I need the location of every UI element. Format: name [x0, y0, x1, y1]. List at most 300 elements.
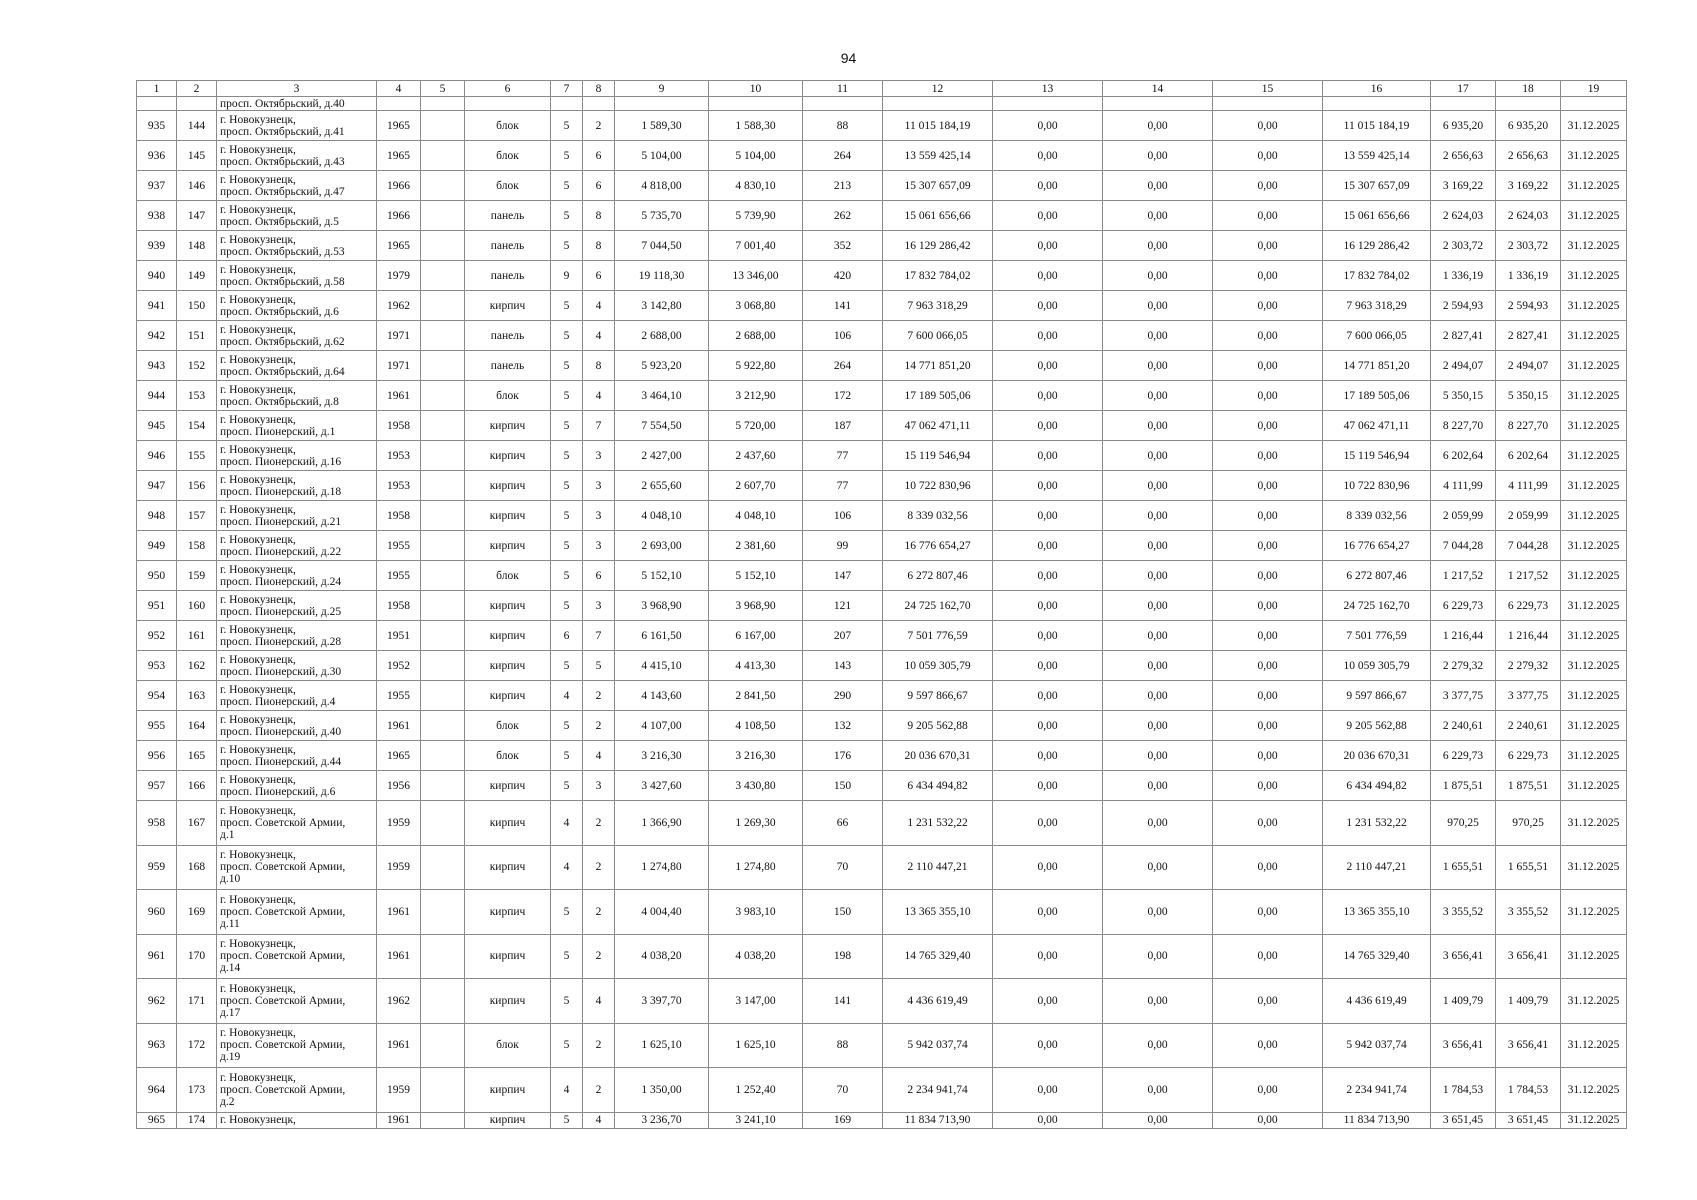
column-14: 0,00 [1103, 471, 1213, 501]
column-18: 2 624,03 [1496, 201, 1561, 231]
row-number: 949 [137, 531, 177, 561]
column-17: 1 784,53 [1431, 1068, 1496, 1113]
column-15: 0,00 [1213, 261, 1323, 291]
residents: 141 [803, 291, 883, 321]
completion-date: 31.12.2025 [1561, 621, 1627, 651]
column-14: 0,00 [1103, 411, 1213, 441]
year-built: 1961 [377, 1023, 421, 1068]
housing-register-table [136, 80, 1627, 1129]
column-17: 4 111,99 [1431, 471, 1496, 501]
column-14: 0,00 [1103, 141, 1213, 171]
table-row [137, 1112, 1627, 1128]
column-16: 13 559 425,14 [1323, 141, 1431, 171]
column-16: 11 834 713,90 [1323, 1112, 1431, 1128]
total-area: 4 038,20 [615, 934, 709, 979]
column-13: 0,00 [993, 501, 1103, 531]
total-area: 3 216,30 [615, 741, 709, 771]
address: г. Новокузнецк, просп. Советской Армии, д.19 [217, 1023, 377, 1068]
column-14: 0,00 [1103, 681, 1213, 711]
completion-date: 31.12.2025 [1561, 771, 1627, 801]
year-built: 1955 [377, 681, 421, 711]
row-number: 951 [137, 591, 177, 621]
column-13: 0,00 [993, 231, 1103, 261]
list-number: 172 [177, 1023, 217, 1068]
year-built: 1955 [377, 531, 421, 561]
column-16: 9 205 562,88 [1323, 711, 1431, 741]
total-area: 19 118,30 [615, 261, 709, 291]
entrances: 4 [583, 291, 615, 321]
residents: 88 [803, 1023, 883, 1068]
floors: 5 [551, 934, 583, 979]
living-area: 5 720,00 [709, 411, 803, 441]
residents: 70 [803, 1068, 883, 1113]
column-14: 0,00 [1103, 711, 1213, 741]
completion-date: 31.12.2025 [1561, 321, 1627, 351]
list-number: 170 [177, 934, 217, 979]
column-5 [421, 291, 465, 321]
column-17: 3 169,22 [1431, 171, 1496, 201]
column-16: 6 272 807,46 [1323, 561, 1431, 591]
row-number: 955 [137, 711, 177, 741]
list-number: 161 [177, 621, 217, 651]
column-14: 0,00 [1103, 1023, 1213, 1068]
column-18: 3 377,75 [1496, 681, 1561, 711]
column-number: 8 [583, 81, 615, 97]
residents: 262 [803, 201, 883, 231]
living-area: 4 038,20 [709, 934, 803, 979]
column-15: 0,00 [1213, 801, 1323, 846]
row-number: 960 [137, 890, 177, 935]
column-14: 0,00 [1103, 1112, 1213, 1128]
entrances: 6 [583, 261, 615, 291]
floors: 5 [551, 231, 583, 261]
column-18: 3 169,22 [1496, 171, 1561, 201]
address: г. Новокузнецк, просп. Октябрьский, д.58 [217, 261, 377, 291]
column-15: 0,00 [1213, 845, 1323, 890]
column-17: 1 409,79 [1431, 979, 1496, 1024]
column-5 [421, 890, 465, 935]
column-5 [421, 231, 465, 261]
table-row [137, 531, 1627, 561]
floors: 5 [551, 111, 583, 141]
completion-date: 31.12.2025 [1561, 171, 1627, 201]
residents: 141 [803, 979, 883, 1024]
address: г. Новокузнецк, просп. Октябрьский, д.62 [217, 321, 377, 351]
column-number-row [137, 81, 1627, 97]
column-5 [421, 111, 465, 141]
column-16: 10 722 830,96 [1323, 471, 1431, 501]
wall-material: блок [465, 171, 551, 201]
year-built: 1961 [377, 711, 421, 741]
column-14: 0,00 [1103, 561, 1213, 591]
total-cost: 15 061 656,66 [883, 201, 993, 231]
column-14: 0,00 [1103, 231, 1213, 261]
wall-material: панель [465, 231, 551, 261]
table-row [137, 171, 1627, 201]
living-area: 1 588,30 [709, 111, 803, 141]
wall-material: блок [465, 741, 551, 771]
list-number: 171 [177, 979, 217, 1024]
address: г. Новокузнецк, просп. Пионерский, д.1 [217, 411, 377, 441]
year-built: 1962 [377, 979, 421, 1024]
column-18: 3 656,41 [1496, 1023, 1561, 1068]
row-number: 950 [137, 561, 177, 591]
living-area: 1 269,30 [709, 801, 803, 846]
column-13: 0,00 [993, 141, 1103, 171]
column-5 [421, 621, 465, 651]
column-15: 0,00 [1213, 621, 1323, 651]
address: г. Новокузнецк, просп. Пионерский, д.22 [217, 531, 377, 561]
column-5 [421, 501, 465, 531]
living-area: 2 607,70 [709, 471, 803, 501]
total-cost: 1 231 532,22 [883, 801, 993, 846]
residents: 264 [803, 351, 883, 381]
address: г. Новокузнецк, просп. Октябрьский, д.5 [217, 201, 377, 231]
total-cost: 16 129 286,42 [883, 231, 993, 261]
floors: 4 [551, 801, 583, 846]
entrances: 8 [583, 201, 615, 231]
column-17: 3 651,45 [1431, 1112, 1496, 1128]
address: г. Новокузнецк, [217, 1112, 377, 1128]
list-number: 159 [177, 561, 217, 591]
column-13: 0,00 [993, 291, 1103, 321]
column-14: 0,00 [1103, 621, 1213, 651]
column-number: 19 [1561, 81, 1627, 97]
completion-date: 31.12.2025 [1561, 501, 1627, 531]
floors: 5 [551, 890, 583, 935]
list-number: 144 [177, 111, 217, 141]
residents: 66 [803, 801, 883, 846]
entrances: 4 [583, 979, 615, 1024]
column-13: 0,00 [993, 711, 1103, 741]
list-number: 154 [177, 411, 217, 441]
column-15: 0,00 [1213, 351, 1323, 381]
wall-material: кирпич [465, 591, 551, 621]
list-number: 150 [177, 291, 217, 321]
column-13: 0,00 [993, 591, 1103, 621]
total-cost: 17 832 784,02 [883, 261, 993, 291]
column-5 [421, 531, 465, 561]
column-5 [421, 1068, 465, 1113]
completion-date: 31.12.2025 [1561, 1023, 1627, 1068]
column-17: 3 355,52 [1431, 890, 1496, 935]
total-cost: 7 600 066,05 [883, 321, 993, 351]
year-built: 1955 [377, 561, 421, 591]
year-built: 1965 [377, 111, 421, 141]
column-18: 1 336,19 [1496, 261, 1561, 291]
column-17: 2 303,72 [1431, 231, 1496, 261]
column-14: 0,00 [1103, 321, 1213, 351]
column-15: 0,00 [1213, 711, 1323, 741]
column-13: 0,00 [993, 261, 1103, 291]
completion-date: 31.12.2025 [1561, 141, 1627, 171]
total-cost: 7 963 318,29 [883, 291, 993, 321]
table-row [137, 771, 1627, 801]
column-number: 16 [1323, 81, 1431, 97]
column-5 [421, 171, 465, 201]
entrances: 2 [583, 845, 615, 890]
total-area: 2 688,00 [615, 321, 709, 351]
column-18: 2 303,72 [1496, 231, 1561, 261]
column-15: 0,00 [1213, 1023, 1323, 1068]
column-18: 1 216,44 [1496, 621, 1561, 651]
column-13: 0,00 [993, 651, 1103, 681]
column-13: 0,00 [993, 1112, 1103, 1128]
entrances: 3 [583, 771, 615, 801]
wall-material: кирпич [465, 1112, 551, 1128]
residents: 88 [803, 111, 883, 141]
entrances: 6 [583, 561, 615, 591]
wall-material: блок [465, 561, 551, 591]
residents: 77 [803, 471, 883, 501]
column-16: 16 776 654,27 [1323, 531, 1431, 561]
table-row [137, 979, 1627, 1024]
column-5 [421, 801, 465, 846]
completion-date: 31.12.2025 [1561, 1068, 1627, 1113]
column-5 [421, 845, 465, 890]
column-16: 4 436 619,49 [1323, 979, 1431, 1024]
entrances: 7 [583, 621, 615, 651]
column-13: 0,00 [993, 381, 1103, 411]
address: г. Новокузнецк, просп. Пионерский, д.40 [217, 711, 377, 741]
column-18: 1 784,53 [1496, 1068, 1561, 1113]
column-5 [421, 381, 465, 411]
column-16: 5 942 037,74 [1323, 1023, 1431, 1068]
total-cost: 13 559 425,14 [883, 141, 993, 171]
year-built: 1953 [377, 471, 421, 501]
row-number: 937 [137, 171, 177, 201]
column-number: 4 [377, 81, 421, 97]
total-cost: 6 434 494,82 [883, 771, 993, 801]
living-area: 13 346,00 [709, 261, 803, 291]
column-18: 5 350,15 [1496, 381, 1561, 411]
table-row [137, 141, 1627, 171]
wall-material: панель [465, 261, 551, 291]
residents: 143 [803, 651, 883, 681]
column-5 [421, 934, 465, 979]
list-number: 145 [177, 141, 217, 171]
completion-date: 31.12.2025 [1561, 231, 1627, 261]
living-area: 3 216,30 [709, 741, 803, 771]
total-cost: 14 765 329,40 [883, 934, 993, 979]
total-area: 5 104,00 [615, 141, 709, 171]
row-number: 943 [137, 351, 177, 381]
total-cost: 6 272 807,46 [883, 561, 993, 591]
column-14: 0,00 [1103, 171, 1213, 201]
wall-material: кирпич [465, 801, 551, 846]
column-16: 10 059 305,79 [1323, 651, 1431, 681]
year-built: 1965 [377, 141, 421, 171]
row-number: 941 [137, 291, 177, 321]
list-number: 147 [177, 201, 217, 231]
floors: 5 [551, 501, 583, 531]
column-5 [421, 351, 465, 381]
column-5 [421, 741, 465, 771]
column-17: 6 229,73 [1431, 741, 1496, 771]
residents: 290 [803, 681, 883, 711]
total-area: 3 427,60 [615, 771, 709, 801]
row-number: 935 [137, 111, 177, 141]
column-15: 0,00 [1213, 979, 1323, 1024]
row-number: 944 [137, 381, 177, 411]
completion-date: 31.12.2025 [1561, 801, 1627, 846]
column-5 [421, 1023, 465, 1068]
column-number: 15 [1213, 81, 1323, 97]
address: г. Новокузнецк, просп. Пионерский, д.18 [217, 471, 377, 501]
total-cost: 15 119 546,94 [883, 441, 993, 471]
total-cost: 7 501 776,59 [883, 621, 993, 651]
address: г. Новокузнецк, просп. Пионерский, д.44 [217, 741, 377, 771]
residents: 264 [803, 141, 883, 171]
table-row [137, 621, 1627, 651]
address: г. Новокузнецк, просп. Октябрьский, д.64 [217, 351, 377, 381]
column-13: 0,00 [993, 531, 1103, 561]
year-built: 1952 [377, 651, 421, 681]
column-13: 0,00 [993, 1023, 1103, 1068]
living-area: 3 430,80 [709, 771, 803, 801]
living-area: 2 688,00 [709, 321, 803, 351]
column-16: 6 434 494,82 [1323, 771, 1431, 801]
total-cost: 11 015 184,19 [883, 111, 993, 141]
column-13: 0,00 [993, 890, 1103, 935]
column-5 [421, 711, 465, 741]
table-row [137, 711, 1627, 741]
floors: 5 [551, 201, 583, 231]
residents: 169 [803, 1112, 883, 1128]
total-cost: 15 307 657,09 [883, 171, 993, 201]
row-number: 959 [137, 845, 177, 890]
column-number: 17 [1431, 81, 1496, 97]
column-14: 0,00 [1103, 381, 1213, 411]
column-13: 0,00 [993, 979, 1103, 1024]
residents: 213 [803, 171, 883, 201]
living-area: 3 147,00 [709, 979, 803, 1024]
row-number: 947 [137, 471, 177, 501]
column-15: 0,00 [1213, 231, 1323, 261]
completion-date: 31.12.2025 [1561, 934, 1627, 979]
column-13: 0,00 [993, 741, 1103, 771]
column-17: 970,25 [1431, 801, 1496, 846]
address: г. Новокузнецк, просп. Пионерский, д.6 [217, 771, 377, 801]
column-14: 0,00 [1103, 351, 1213, 381]
column-15: 0,00 [1213, 111, 1323, 141]
column-15: 0,00 [1213, 501, 1323, 531]
column-14: 0,00 [1103, 501, 1213, 531]
column-18: 2 594,93 [1496, 291, 1561, 321]
list-number: 155 [177, 441, 217, 471]
address: г. Новокузнецк, просп. Пионерский, д.25 [217, 591, 377, 621]
column-13: 0,00 [993, 561, 1103, 591]
continuation-address: просп. Октябрьский, д.40 [217, 97, 377, 111]
wall-material: кирпич [465, 651, 551, 681]
total-area: 7 044,50 [615, 231, 709, 261]
completion-date: 31.12.2025 [1561, 531, 1627, 561]
wall-material: кирпич [465, 979, 551, 1024]
total-cost: 13 365 355,10 [883, 890, 993, 935]
table-row [137, 845, 1627, 890]
floors: 4 [551, 681, 583, 711]
column-16: 11 015 184,19 [1323, 111, 1431, 141]
column-18: 8 227,70 [1496, 411, 1561, 441]
column-18: 2 494,07 [1496, 351, 1561, 381]
floors: 5 [551, 441, 583, 471]
row-number: 939 [137, 231, 177, 261]
column-17: 2 279,32 [1431, 651, 1496, 681]
total-cost: 24 725 162,70 [883, 591, 993, 621]
total-area: 4 143,60 [615, 681, 709, 711]
column-14: 0,00 [1103, 979, 1213, 1024]
wall-material: кирпич [465, 621, 551, 651]
list-number: 173 [177, 1068, 217, 1113]
residents: 132 [803, 711, 883, 741]
completion-date: 31.12.2025 [1561, 441, 1627, 471]
total-area: 3 236,70 [615, 1112, 709, 1128]
living-area: 5 922,80 [709, 351, 803, 381]
living-area: 5 152,10 [709, 561, 803, 591]
column-18: 2 656,63 [1496, 141, 1561, 171]
completion-date: 31.12.2025 [1561, 471, 1627, 501]
column-18: 6 229,73 [1496, 591, 1561, 621]
entrances: 8 [583, 231, 615, 261]
total-cost: 5 942 037,74 [883, 1023, 993, 1068]
living-area: 7 001,40 [709, 231, 803, 261]
column-number: 18 [1496, 81, 1561, 97]
table-row [137, 441, 1627, 471]
column-18: 3 656,41 [1496, 934, 1561, 979]
list-number: 153 [177, 381, 217, 411]
column-15: 0,00 [1213, 651, 1323, 681]
table-row [137, 201, 1627, 231]
completion-date: 31.12.2025 [1561, 261, 1627, 291]
residents: 176 [803, 741, 883, 771]
column-14: 0,00 [1103, 111, 1213, 141]
table-row [137, 890, 1627, 935]
list-number: 174 [177, 1112, 217, 1128]
entrances: 3 [583, 591, 615, 621]
column-18: 2 827,41 [1496, 321, 1561, 351]
row-number: 936 [137, 141, 177, 171]
column-18: 2 059,99 [1496, 501, 1561, 531]
living-area: 3 968,90 [709, 591, 803, 621]
total-area: 3 397,70 [615, 979, 709, 1024]
living-area: 2 381,60 [709, 531, 803, 561]
table-row [137, 111, 1627, 141]
row-number: 953 [137, 651, 177, 681]
living-area: 1 252,40 [709, 1068, 803, 1113]
entrances: 3 [583, 441, 615, 471]
column-13: 0,00 [993, 845, 1103, 890]
residents: 420 [803, 261, 883, 291]
column-18: 6 229,73 [1496, 741, 1561, 771]
column-number: 5 [421, 81, 465, 97]
row-number: 942 [137, 321, 177, 351]
column-13: 0,00 [993, 171, 1103, 201]
total-area: 4 004,40 [615, 890, 709, 935]
column-13: 0,00 [993, 351, 1103, 381]
living-area: 3 212,90 [709, 381, 803, 411]
total-cost: 2 110 447,21 [883, 845, 993, 890]
table-row [137, 321, 1627, 351]
residents: 198 [803, 934, 883, 979]
total-cost: 10 722 830,96 [883, 471, 993, 501]
column-17: 8 227,70 [1431, 411, 1496, 441]
column-17: 2 656,63 [1431, 141, 1496, 171]
list-number: 146 [177, 171, 217, 201]
list-number: 169 [177, 890, 217, 935]
year-built: 1959 [377, 845, 421, 890]
table-row [137, 1023, 1627, 1068]
list-number: 167 [177, 801, 217, 846]
